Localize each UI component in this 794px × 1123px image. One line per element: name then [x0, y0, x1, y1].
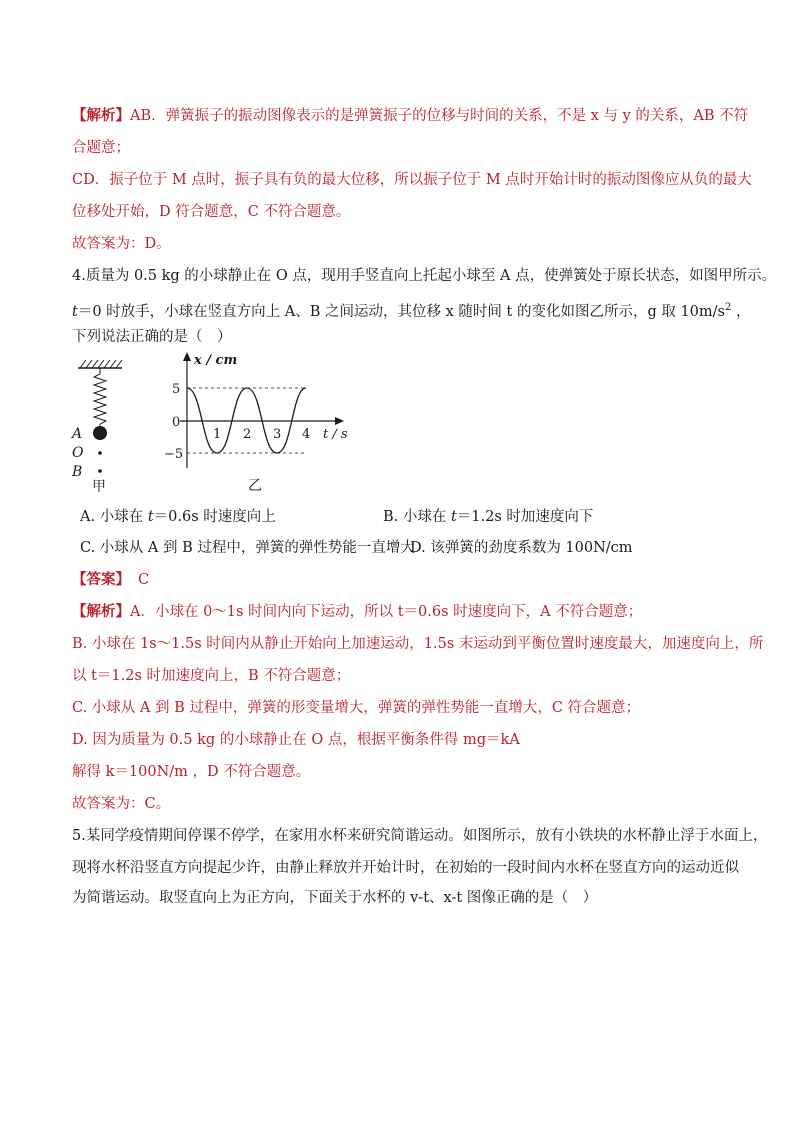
q4-stem-line1: 4.质量为 0.5 kg 的小球静止在 O 点，现用手竖直向上托起小球至 A 点，使弹簧处于原长状态，如图甲所示。 — [72, 268, 777, 284]
y-tick-5: 5 — [172, 382, 181, 397]
option-a-text-end: ＝0.6s 时速度向上 — [153, 509, 276, 525]
q4-stem-line2 — [72, 298, 750, 322]
q4-stem-line3: 下列说法正确的是（ ） — [72, 329, 232, 345]
analysis-q3-line2: 合题意； — [72, 140, 130, 156]
analysis-q3-line1 — [72, 106, 748, 126]
answer-value: C — [138, 572, 150, 588]
answer-tag: 【答案】 — [72, 571, 130, 588]
t-symbol: t — [72, 303, 78, 320]
analysis-q3-line3: CD．振子位于 M 点时，振子具有负的最大位移，所以振子位于 M 点时开始计时的振动图像应从负的最大 — [72, 172, 752, 188]
option-d: D. 该弹簧的劲度系数为 100N/cm — [410, 540, 633, 556]
q4-stem-line2-end: ， — [731, 303, 751, 320]
q5-stem-line1: 5.某同学疫情期间停课不停学，在家用水杯来研究简谐运动。如图所示，放有小铁块的水杯静止浮于水面上， — [72, 828, 768, 844]
x-axis-label: x / cm — [194, 353, 238, 368]
t-tick-4: 4 — [302, 427, 311, 442]
answer-q4 — [72, 570, 149, 590]
option-b — [383, 507, 593, 527]
analysis-text: AB．弹簧振子的振动图像表示的是弹簧振子的位移与时间的关系，不是 x 与 y 的关系，AB 不符 — [130, 108, 749, 124]
point-b — [98, 469, 102, 473]
analysis-q4-line4: C. 小球从 A 到 B 过程中，弹簧的形变量增大，弹簧的弹性势能一直增大，C 符合题意； — [72, 700, 641, 716]
analysis-tag: 【解析】 — [72, 107, 130, 124]
analysis-text: A．小球在 0～1s 时间内向下运动，所以 t＝0.6s 时速度向下，A 不符合题意； — [130, 604, 643, 620]
label-b: B — [72, 464, 83, 480]
option-a — [80, 507, 276, 527]
label-jia: 甲 — [92, 479, 106, 495]
q4-figure — [60, 350, 360, 495]
analysis-q4-line3: 以 t＝1.2s 时加速度向上，B 不符合题意； — [72, 668, 351, 684]
analysis-q4-line6: 解得 k＝100N/m ，D 不符合题意。 — [72, 764, 311, 780]
analysis-q4-line1 — [72, 602, 642, 622]
spring-figure — [70, 360, 122, 495]
label-yi: 乙 — [248, 478, 262, 494]
label-o: O — [72, 445, 84, 461]
analysis-q3-line4: 位移处开始，D 符合题意，C 不符合题意。 — [72, 204, 351, 220]
option-c: C. 小球从 A 到 B 过程中，弹簧的弹性势能一直增大 — [80, 540, 415, 556]
t-tick-2: 2 — [243, 427, 252, 442]
y-axis-arrow — [183, 352, 191, 361]
label-a: A — [72, 426, 83, 442]
answer-q3: 故答案为：D。 — [72, 236, 171, 252]
point-o — [98, 451, 102, 455]
y-tick-neg5: −5 — [164, 447, 184, 462]
t-tick-1: 1 — [213, 427, 222, 442]
displacement-time-graph — [164, 352, 348, 494]
option-b-text-end: ＝1.2s 时加速度向下 — [456, 509, 594, 525]
analysis-q4-line5: D. 因为质量为 0.5 kg 的小球静止在 O 点，根据平衡条件得 mg＝kA — [72, 732, 520, 748]
t-axis-label: t / s — [323, 427, 348, 442]
t-tick-3: 3 — [273, 427, 282, 442]
option-a-text: A. 小球在 — [80, 509, 148, 525]
analysis-tag: 【解析】 — [72, 603, 130, 620]
q4-stem-line2-text: ＝0 时放手，小球在竖直方向上 A、B 之间运动，其位移 x 随时间 t 的变化如图乙所示，g 取 10m/s — [77, 303, 725, 320]
superscript: 2 — [724, 302, 732, 313]
ball — [93, 426, 107, 440]
t-axis-arrow — [335, 417, 344, 425]
y-tick-0: 0 — [172, 415, 181, 430]
q5-stem-line2: 现将水杯沿竖直方向提起少许，由静止释放并开始计时，在初始的一段时间内水杯在竖直方向的运动近似 — [72, 860, 739, 876]
t-symbol: t — [450, 509, 457, 525]
option-b-text: B. 小球在 — [383, 509, 451, 525]
q5-stem-line3: 为简谐运动。取竖直向上为正方向，下面关于水杯的 v-t、x-t 图像正确的是（ ） — [72, 890, 598, 906]
t-symbol: t — [147, 509, 154, 525]
answer-q4-final: 故答案为：C。 — [72, 796, 171, 812]
analysis-q4-line2: B. 小球在 1s～1.5s 时间内从静止开始向上加速运动，1.5s 末运动到平衡位置时速度最大，加速度向上，所 — [72, 636, 764, 652]
